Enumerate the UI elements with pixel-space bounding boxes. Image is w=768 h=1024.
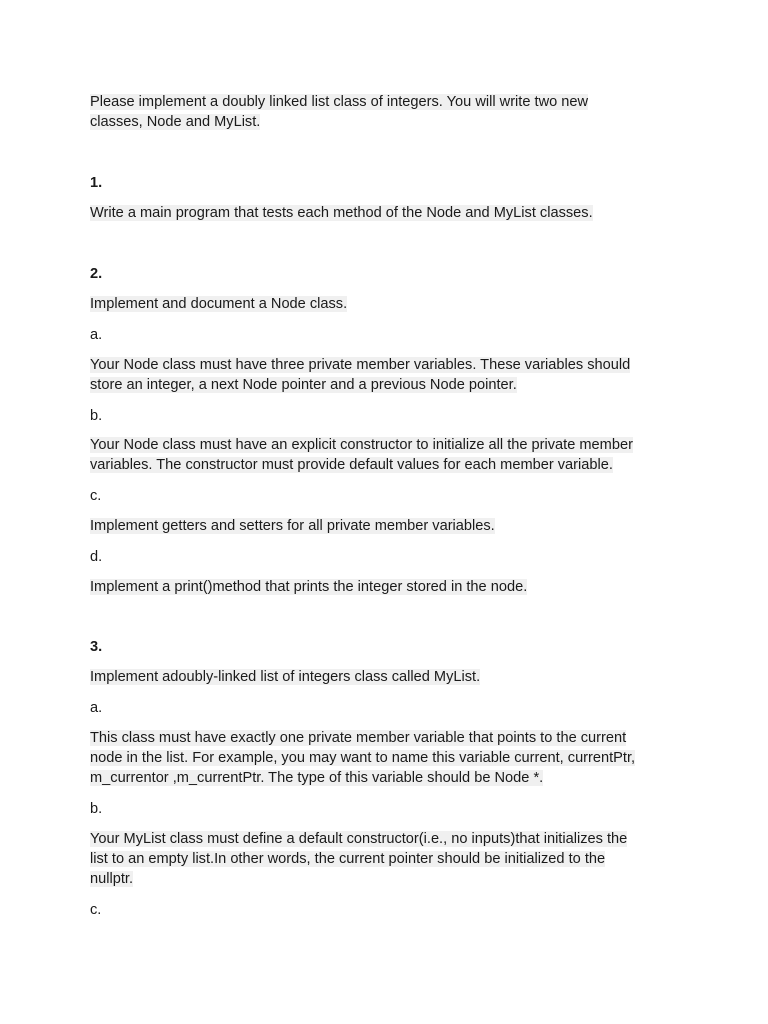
section-3-text: Implement adoubly-linked list of integers class called MyList. — [90, 669, 481, 685]
section-2-item-b-label: b. — [90, 408, 103, 424]
intro-line-1: Please implement a doubly linked list class of integers. You will write two new — [90, 94, 589, 110]
section-2-number: 2. — [90, 266, 103, 282]
section-3-number: 3. — [90, 639, 103, 655]
section-2-item-b-text: Your Node class must have an explicit constructor to initialize all the private member variables. The constructor must provide default values for each member variable. — [90, 437, 633, 473]
section-2-item-a-text: Your Node class must have three private member variables. These variables should store an integer, a next Node pointer and a previous Node pointer. — [90, 357, 631, 393]
section-2-item-d-label: d. — [90, 549, 103, 565]
section-3-item-b-label: b. — [90, 801, 103, 817]
section-2-item-c-label: c. — [90, 488, 102, 504]
section-3-item-a-text: This class must have exactly one private member variable that points to the current node in the list. For example, you may want to name this variable current, currentPtr, m_currentor ,m_currentPtr. The type of this variable should be Node *. — [90, 730, 636, 786]
section-1-text: Write a main program that tests each method of the Node and MyList classes. — [90, 205, 593, 221]
section-2-item-c-text: Implement getters and setters for all private member variables. — [90, 518, 495, 534]
intro-paragraph — [90, 92, 690, 132]
section-2-item-d-text: Implement a print()method that prints the integer stored in the node. — [90, 579, 528, 595]
section-3-item-b-text: Your MyList class must define a default constructor(i.e., no inputs)that initializes the list to an empty list.In other words, the current pointer should be initialized to the nullptr. — [90, 831, 628, 887]
section-3-item-c-label: c. — [90, 902, 102, 918]
section-2-item-a-label: a. — [90, 327, 103, 343]
section-3-item-a-label: a. — [90, 700, 103, 716]
section-2-text: Implement and document a Node class. — [90, 296, 348, 312]
intro-line-2: classes, Node and MyList. — [90, 114, 261, 130]
section-1-number: 1. — [90, 175, 103, 191]
